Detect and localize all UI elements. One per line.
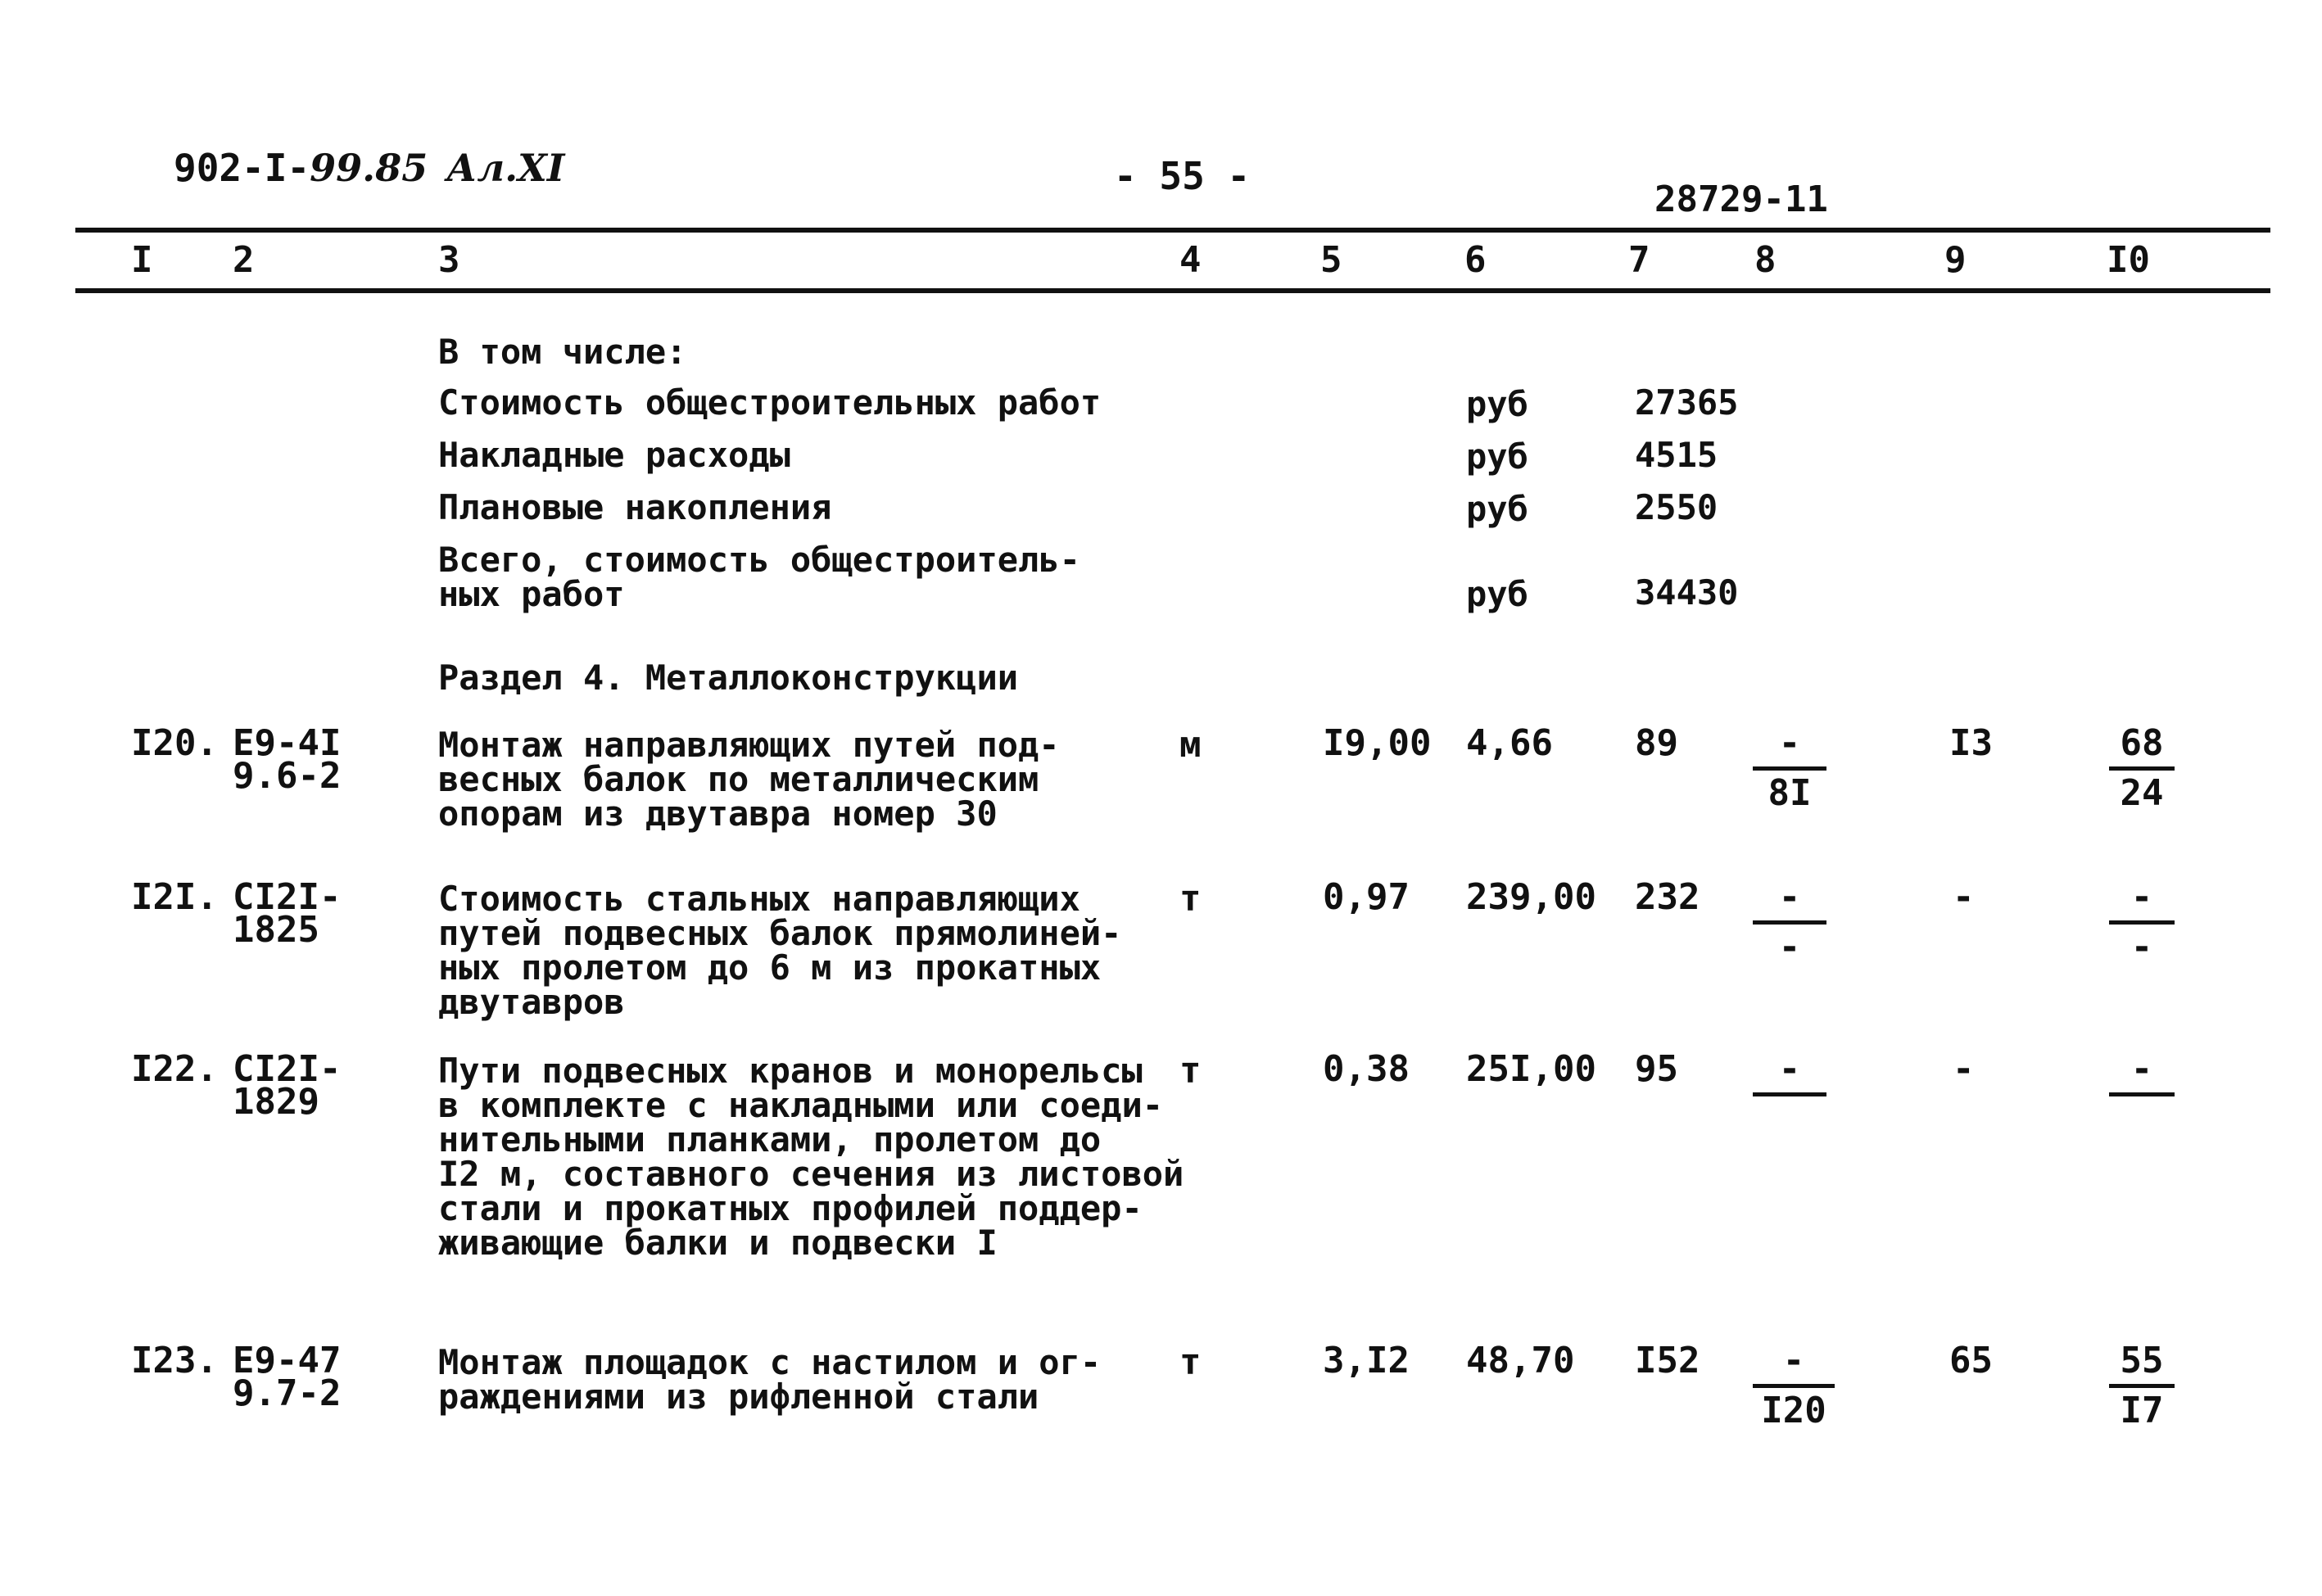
row-description-line: стали и прокатных профилей поддер- <box>438 1188 1143 1228</box>
column-header-6: 6 <box>1464 239 1487 281</box>
inventory-number: 28729-11 <box>1654 179 1828 220</box>
row-col10-fraction <box>2109 722 2175 814</box>
fraction-denominator: 24 <box>2120 772 2164 814</box>
row-unit-price: 4,66 <box>1466 722 1553 764</box>
row-col10-fraction <box>2109 876 2175 968</box>
row-description-line: нительными планками, пролетом до <box>438 1119 1102 1160</box>
row-col10-fraction <box>2109 1048 2175 1137</box>
row-description-line: Пути подвесных кранов и монорельсы <box>438 1051 1143 1091</box>
summary-total-unit: руб <box>1466 574 1528 614</box>
summary-item-value: 27365 <box>1635 382 1739 423</box>
row-total: 232 <box>1635 876 1700 918</box>
row-description-line: Монтаж площадок с настилом и ог- <box>438 1342 1102 1382</box>
fraction-bar <box>1753 920 1826 925</box>
column-header-7: 7 <box>1628 239 1650 281</box>
row-quantity: I9,00 <box>1323 722 1432 764</box>
header-bottom-rule <box>75 288 2270 293</box>
document-number-printed: 902-I- <box>174 146 310 190</box>
row-description-line: Монтаж направляющих путей под- <box>438 725 1060 765</box>
row-unit: т <box>1179 1050 1202 1092</box>
top-rule <box>75 228 2270 233</box>
row-col8-fraction <box>1753 876 1826 968</box>
fraction-numerator: - <box>2130 1048 2153 1090</box>
row-description-line: путей подвесных балок прямолиней- <box>438 913 1122 953</box>
row-col9: 65 <box>1949 1340 1993 1381</box>
summary-item-name: Накладные расходы <box>438 435 790 475</box>
row-code-line2: 9.6-2 <box>233 755 342 797</box>
row-code-line2: 9.7-2 <box>233 1372 342 1414</box>
row-description-line: Стоимость стальных направляющих <box>438 879 1080 919</box>
album-label: Ал.XI <box>446 146 565 190</box>
fraction-denominator: 8I <box>1768 772 1812 814</box>
row-description-line: весных балок по металлическим <box>438 759 1039 799</box>
row-quantity: 0,97 <box>1323 876 1410 918</box>
row-col8-fraction <box>1753 722 1826 814</box>
row-total: I52 <box>1635 1340 1700 1381</box>
fraction-numerator: - <box>2130 876 2153 918</box>
column-header-8: 8 <box>1754 239 1777 281</box>
row-code-line1: СI2I- <box>233 876 342 918</box>
row-code-line2: 1825 <box>233 909 319 951</box>
fraction-denominator <box>2109 1101 2175 1137</box>
summary-item-value: 2550 <box>1635 487 1718 527</box>
fraction-bar <box>1753 1092 1826 1096</box>
row-col8-fraction <box>1753 1340 1835 1431</box>
row-number: I22. <box>131 1048 218 1090</box>
summary-item-unit: руб <box>1466 489 1528 529</box>
summary-total-name-line2: ных работ <box>438 574 625 614</box>
column-header-4: 4 <box>1179 239 1202 281</box>
row-description-line: ных пролетом до 6 м из прокатных <box>438 947 1102 988</box>
row-unit-price: 239,00 <box>1466 876 1596 918</box>
row-number: I20. <box>131 722 218 764</box>
fraction-numerator: - <box>1782 1340 1805 1381</box>
row-description-line: опорам из двутавра номер 30 <box>438 793 998 834</box>
row-number: I23. <box>131 1340 218 1381</box>
row-col9: - <box>1953 1048 1975 1090</box>
row-unit-price: 48,70 <box>1466 1340 1575 1381</box>
row-description-line: живающие балки и подвески I <box>438 1223 998 1263</box>
column-header-1: I <box>131 239 153 281</box>
row-unit: т <box>1179 878 1202 920</box>
page-number: - 55 - <box>1114 154 1251 198</box>
summary-item-name: Стоимость общестроительных работ <box>438 382 1102 423</box>
fraction-bar <box>2109 766 2175 771</box>
fraction-denominator: - <box>1778 926 1801 968</box>
fraction-numerator: 55 <box>2120 1340 2164 1381</box>
row-col9: - <box>1953 876 1975 918</box>
row-number: I2I. <box>131 876 218 918</box>
row-code-line1: Е9-47 <box>233 1340 342 1381</box>
fraction-bar <box>2109 1092 2175 1096</box>
column-header-5: 5 <box>1320 239 1342 281</box>
document-number <box>174 146 428 190</box>
summary-item-unit: руб <box>1466 436 1528 477</box>
summary-item-value: 4515 <box>1635 435 1718 475</box>
fraction-bar <box>2109 1384 2175 1388</box>
fraction-numerator: - <box>1778 722 1801 764</box>
summary-item-unit: руб <box>1466 384 1528 424</box>
row-total: 89 <box>1635 722 1678 764</box>
fraction-denominator: - <box>2130 926 2153 968</box>
fraction-denominator: I20 <box>1761 1390 1826 1431</box>
section-title: Раздел 4. Металлоконструкции <box>438 658 1019 698</box>
fraction-bar <box>1753 1384 1835 1388</box>
column-header-2: 2 <box>233 239 255 281</box>
fraction-denominator <box>1753 1101 1826 1137</box>
row-description-line: в комплекте с накладными или соеди- <box>438 1085 1164 1125</box>
document-number-handwritten: 99.85 <box>310 146 428 190</box>
row-code-line1: СI2I- <box>233 1048 342 1090</box>
fraction-bar <box>2109 920 2175 925</box>
row-unit: м <box>1179 724 1202 766</box>
fraction-numerator: - <box>1778 876 1801 918</box>
fraction-denominator: I7 <box>2120 1390 2164 1431</box>
row-description-line: I2 м, составного сечения из листовой <box>438 1154 1184 1194</box>
column-header-10: I0 <box>2107 239 2150 281</box>
column-header-9: 9 <box>1944 239 1967 281</box>
summary-item-name: Плановые накопления <box>438 487 832 527</box>
row-total: 95 <box>1635 1048 1678 1090</box>
fraction-numerator: 68 <box>2120 722 2164 764</box>
row-quantity: 3,I2 <box>1323 1340 1410 1381</box>
row-description-line: двутавров <box>438 982 625 1022</box>
column-header-3: 3 <box>438 239 460 281</box>
summary-heading: В том числе: <box>438 332 687 372</box>
summary-total-value: 34430 <box>1635 572 1739 613</box>
fraction-bar <box>1753 766 1826 771</box>
row-col10-fraction <box>2109 1340 2175 1431</box>
row-col8-fraction <box>1753 1048 1826 1137</box>
row-code-line1: Е9-4I <box>233 722 342 764</box>
summary-total-name-line1: Всего, стоимость общестроитель- <box>438 540 1080 580</box>
row-col9: I3 <box>1949 722 1993 764</box>
row-unit-price: 25I,00 <box>1466 1048 1596 1090</box>
fraction-numerator: - <box>1778 1048 1801 1090</box>
row-code-line2: 1829 <box>233 1081 319 1123</box>
row-quantity: 0,38 <box>1323 1048 1410 1090</box>
row-unit: т <box>1179 1341 1202 1383</box>
row-description-line: раждениями из рифленной стали <box>438 1377 1039 1417</box>
